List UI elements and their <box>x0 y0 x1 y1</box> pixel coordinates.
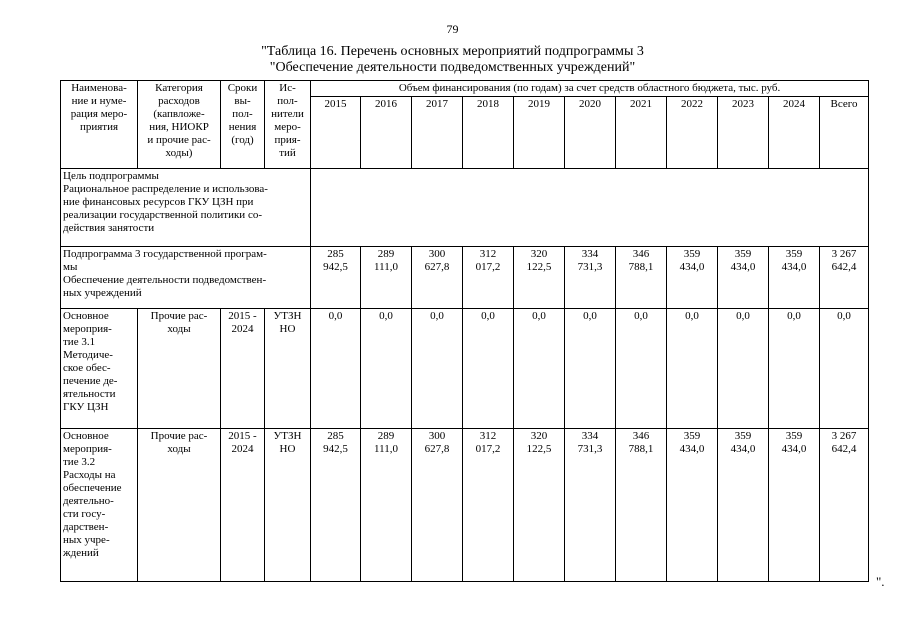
value-cell: 359 434,0 <box>718 247 769 309</box>
year-header: 2018 <box>463 97 514 169</box>
value-cell: 0,0 <box>463 309 514 429</box>
activity-name: Основное мероприя- тие 3.2 Расходы на обеспечение деятельно- сти госу- дарствен- ных учре- ждений <box>61 429 138 582</box>
value-cell: 300 627,8 <box>412 247 463 309</box>
value-cell: 0,0 <box>361 309 412 429</box>
value-cell-total: 0,0 <box>820 309 869 429</box>
value-cell: 346 788,1 <box>616 429 667 582</box>
activity-terms: 2015 - 2024 <box>221 429 265 582</box>
activity-row-3-1 <box>61 309 869 429</box>
value-cell: 346 788,1 <box>616 247 667 309</box>
value-cell: 312 017,2 <box>463 247 514 309</box>
header-funding: Объем финансирования (по годам) за счет средств областного бюджета, тыс. руб. <box>311 81 869 97</box>
table-title-line-1: "Таблица 16. Перечень основных мероприятий подпрограммы 3 <box>261 44 644 59</box>
value-cell: 359 434,0 <box>667 247 718 309</box>
year-header: 2021 <box>616 97 667 169</box>
funding-table <box>60 80 869 582</box>
header-name: Наименова- ние и нуме- рация меро- приятия <box>61 81 138 169</box>
year-header-total: Всего <box>820 97 869 169</box>
year-header: 2015 <box>311 97 361 169</box>
goal-empty <box>311 169 869 247</box>
value-cell: 285 942,5 <box>311 429 361 582</box>
value-cell: 334 731,3 <box>565 247 616 309</box>
header-category: Категория расходов (капвложе- ния, НИОКР и прочие рас- ходы) <box>138 81 221 169</box>
activity-row-3-2 <box>61 429 869 582</box>
year-header: 2024 <box>769 97 820 169</box>
year-header: 2020 <box>565 97 616 169</box>
year-header: 2023 <box>718 97 769 169</box>
value-cell: 300 627,8 <box>412 429 463 582</box>
year-header: 2016 <box>361 97 412 169</box>
value-cell: 334 731,3 <box>565 429 616 582</box>
activity-category: Прочие рас- ходы <box>138 309 221 429</box>
activity-category: Прочие рас- ходы <box>138 429 221 582</box>
page-number: 79 <box>446 22 459 36</box>
value-cell: 0,0 <box>769 309 820 429</box>
value-cell: 289 111,0 <box>361 247 412 309</box>
value-cell: 312 017,2 <box>463 429 514 582</box>
header-terms: Сроки вы- пол- нения (год) <box>221 81 265 169</box>
value-cell: 320 122,5 <box>514 429 565 582</box>
value-cell: 0,0 <box>311 309 361 429</box>
activity-executor: УТЗН НО <box>265 309 311 429</box>
value-cell: 0,0 <box>412 309 463 429</box>
activity-terms: 2015 - 2024 <box>221 309 265 429</box>
value-cell: 359 434,0 <box>769 247 820 309</box>
value-cell: 285 942,5 <box>311 247 361 309</box>
value-cell: 0,0 <box>718 309 769 429</box>
value-cell: 289 111,0 <box>361 429 412 582</box>
value-cell-total: 3 267 642,4 <box>820 247 869 309</box>
value-cell: 0,0 <box>514 309 565 429</box>
value-cell: 0,0 <box>667 309 718 429</box>
header-row <box>61 81 869 97</box>
goal-row <box>61 169 869 247</box>
activity-name: Основное мероприя- тие 3.1 Методиче- ское обес- печение де- ятельности ГКУ ЦЗН <box>61 309 138 429</box>
value-cell: 359 434,0 <box>718 429 769 582</box>
year-header: 2022 <box>667 97 718 169</box>
table-title-line-2: "Обеспечение деятельности подведомственных учреждений" <box>269 60 636 75</box>
activity-executor: УТЗН НО <box>265 429 311 582</box>
year-header: 2019 <box>514 97 565 169</box>
subprogram-row <box>61 247 869 309</box>
value-cell: 0,0 <box>616 309 667 429</box>
closing-quote-mark: ". <box>876 574 885 589</box>
value-cell: 359 434,0 <box>667 429 718 582</box>
goal-text: Цель подпрограммы Рациональное распределение и использова- ние финансовых ресурсов ГКУ ЦЗН при реализации государственной политики со- действия занятости <box>61 169 311 247</box>
header-executors: Ис- пол- нители меро- прия- тий <box>265 81 311 169</box>
value-cell: 320 122,5 <box>514 247 565 309</box>
value-cell: 0,0 <box>565 309 616 429</box>
year-header: 2017 <box>412 97 463 169</box>
value-cell: 359 434,0 <box>769 429 820 582</box>
table-title <box>0 44 905 76</box>
subprogram-text: Подпрограмма 3 государственной програм- мы Обеспечение деятельности подведомствен- ных учреждений <box>61 247 311 309</box>
value-cell-total: 3 267 642,4 <box>820 429 869 582</box>
